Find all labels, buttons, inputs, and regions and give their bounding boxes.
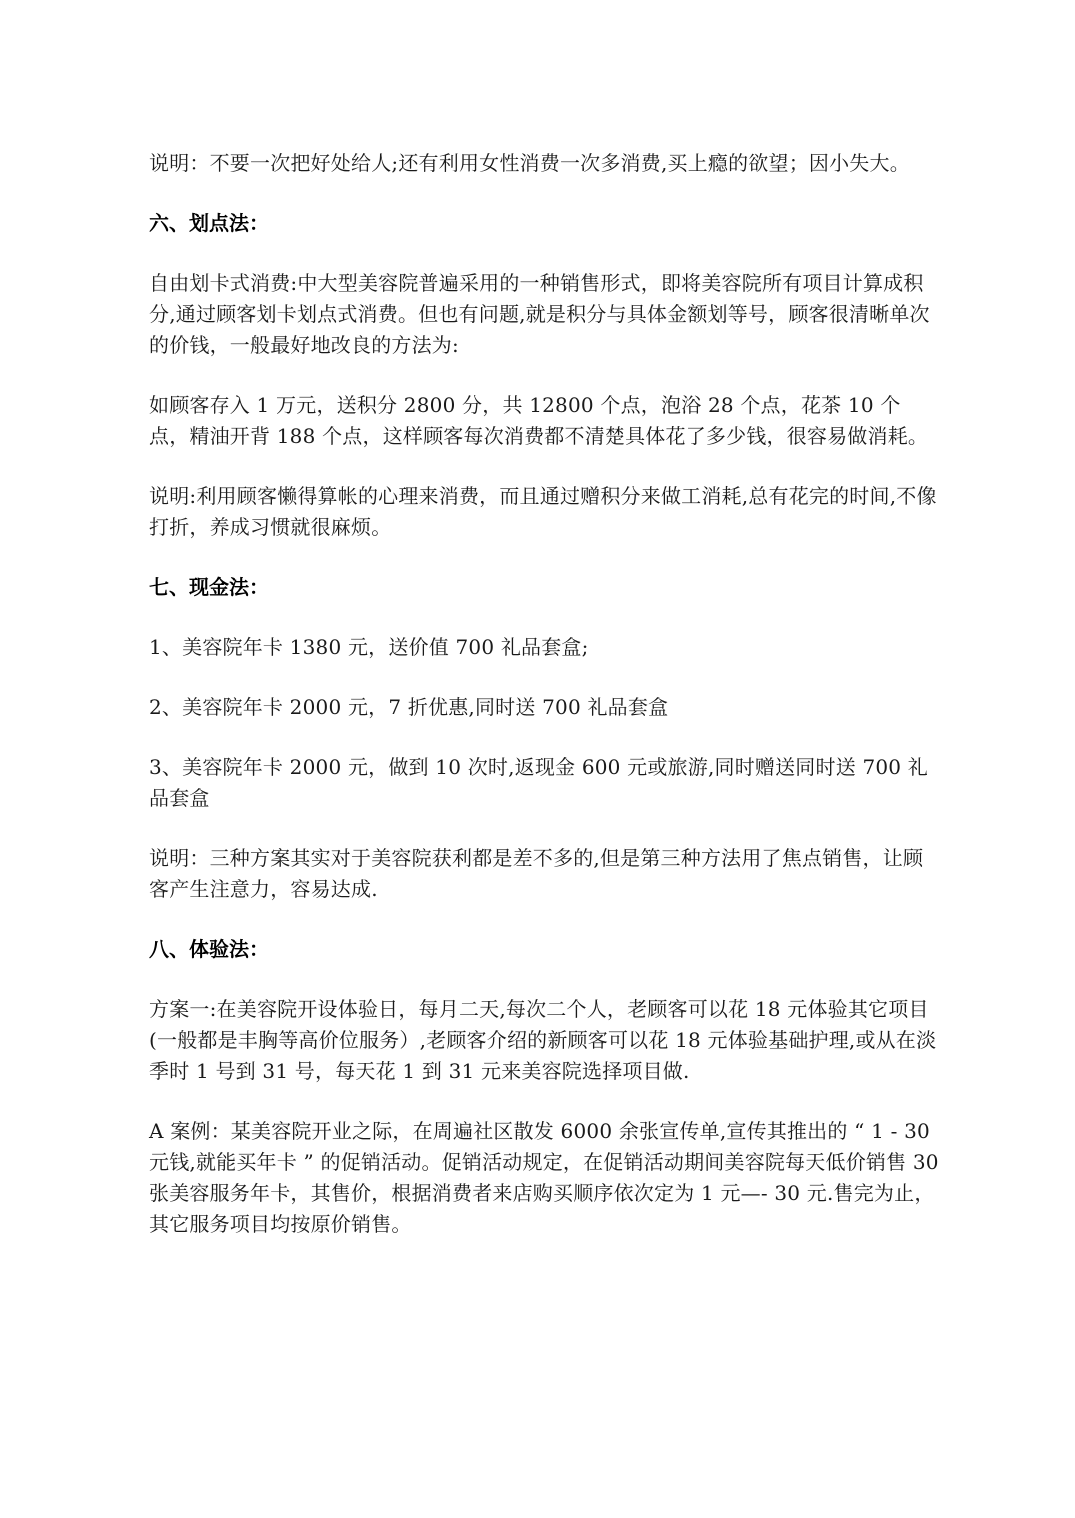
paragraph-explanation-1: 说明：不要一次把好处给人;还有利用女性消费一次多消费,买上瘾的欲望；因小失大。 bbox=[149, 151, 910, 175]
paragraph-explanation-2: 说明:利用顾客懒得算帐的心理来消费，而且通过赠积分来做工消耗,总有花完的时间,不像打折，养成习惯就很麻烦。 bbox=[149, 484, 937, 539]
paragraph-card-consumption: 自由划卡式消费:中大型美容院普遍采用的一种销售形式，即将美容院所有项目计算成积分,通过顾客划卡划点式消费。但也有问题,就是积分与具体金额划等号，顾客很清晰单次的价钱，一般最好地改良的方法为: bbox=[149, 271, 930, 357]
paragraph-case-a: A 案例：某美容院开业之际，在周遍社区散发 6000 余张宣传单,宣传其推出的 “ 1 - 30 元钱,就能买年卡 ” 的促销活动。促销活动规定，在促销活动期间美容院每天低价销售 30 张美容服务年卡，其售价，根据消费者来店购买顺序依次定为 1 元—- 30 元.售完为止，其它服务项目均按原价销售。 bbox=[149, 1119, 939, 1236]
list-item-plan-1: 1、美容院年卡 1380 元，送价值 700 礼品套盒; bbox=[149, 635, 589, 659]
paragraph-points-example: 如顾客存入 1 万元，送积分 2800 分，共 12800 个点，泡浴 28 个点，花茶 10 个点，精油开背 188 个点，这样顾客每次消费都不清楚具体花了多少钱，很容易做消耗。 bbox=[149, 393, 929, 448]
heading-section-7: 七、现金法： bbox=[149, 575, 269, 599]
list-item-plan-3: 3、美容院年卡 2000 元，做到 10 次时,返现金 600 元或旅游,同时赠送同时送 700 礼品套盒 bbox=[149, 755, 928, 810]
document-body bbox=[149, 148, 939, 1269]
heading-section-6: 六、划点法： bbox=[149, 211, 269, 235]
paragraph-explanation-3: 说明：三种方案其实对于美容院获利都是差不多的,但是第三种方法用了焦点销售，让顾客产生注意力，容易达成. bbox=[149, 846, 924, 901]
heading-section-8: 八、体验法： bbox=[149, 937, 269, 961]
paragraph-plan-one: 方案一:在美容院开设体验日，每月二天,每次二个人，老顾客可以花 18 元体验其它项目(一般都是丰胸等高价位服务）,老顾客介绍的新顾客可以花 18 元体验基础护理,或从在淡季时 1 号到 31 号，每天花 1 到 31 元来美容院选择项目做. bbox=[149, 997, 937, 1083]
list-item-plan-2: 2、美容院年卡 2000 元，7 折优惠,同时送 700 礼品套盒 bbox=[149, 695, 669, 719]
